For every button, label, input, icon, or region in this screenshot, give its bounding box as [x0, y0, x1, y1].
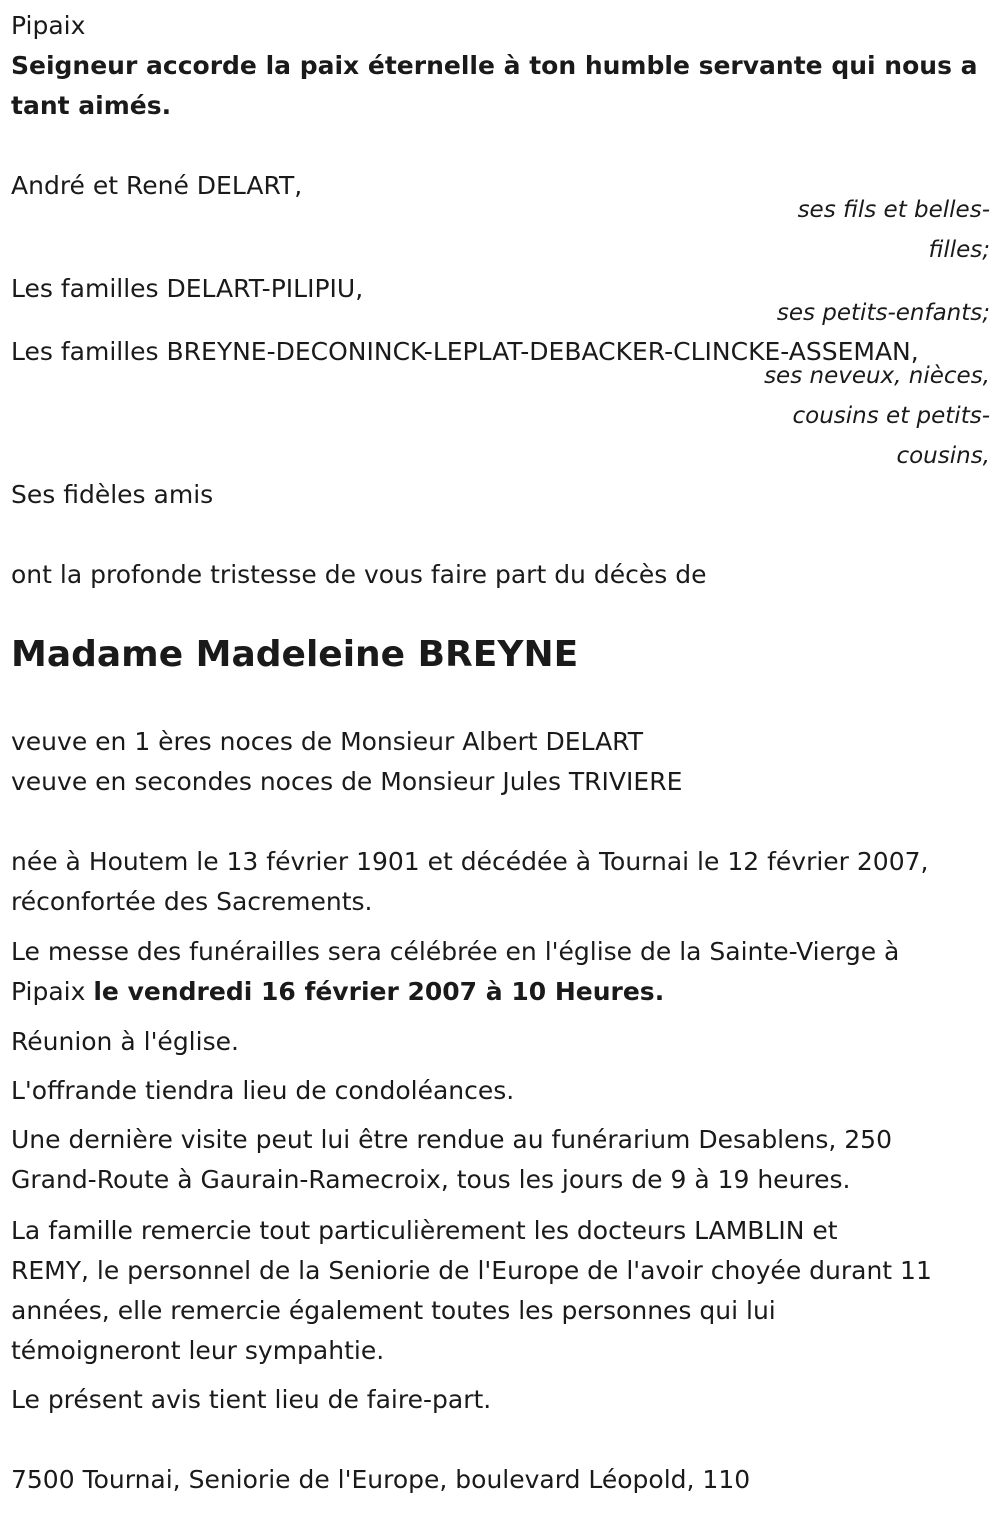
prayer: Seigneur accorde la paix éternelle à ton humble servante qui nous a tant aimés. [11, 51, 978, 120]
mourner-2-name: Les familles DELART-PILIPIU, [11, 274, 364, 303]
location: Pipaix [11, 11, 86, 40]
mourner-1-relation-1: ses fils et belles- [797, 197, 990, 223]
mourner-3-name: Les familles BREYNE-DECONINCK-LEPLAT-DEBACKER-CLINCKE-ASSEMAN, [11, 337, 919, 366]
birth-death: née à Houtem le 13 février 1901 et décédée à Tournai le 12 février 2007, [11, 847, 929, 876]
notice: Le présent avis tient lieu de faire-part. [11, 1385, 492, 1414]
thanks-line-3: années, elle remercie également toutes les personnes qui lui [11, 1296, 776, 1325]
thanks-line-1: La famille remercie tout particulièrement les docteurs LAMBLIN et [11, 1216, 838, 1245]
mourner-1-relation-2: filles; [928, 237, 990, 263]
mourner-4-name: Ses fidèles amis [11, 480, 214, 509]
mass-place: Pipaix [11, 977, 94, 1006]
widow-line-2: veuve en secondes noces de Monsieur Jules TRIVIERE [11, 767, 683, 796]
thanks-line-2: REMY, le personnel de la Seniorie de l'Europe de l'avoir choyée durant 11 [11, 1256, 932, 1285]
widow-line-1: veuve en 1 ères noces de Monsieur Albert DELART [11, 727, 643, 756]
visit-line-2: Grand-Route à Gaurain-Ramecroix, tous les jours de 9 à 19 heures. [11, 1165, 851, 1194]
mass-line-1: Le messe des funérailles sera célébrée en l'église de la Sainte-Vierge à [11, 937, 900, 966]
mourner-2-relation-1: ses petits-enfants; [776, 300, 990, 326]
visit-line-1: Une dernière visite peut lui être rendue au funérarium Desablens, 250 [11, 1125, 892, 1154]
mourner-3-relation-1: ses neveux, nièces, [764, 363, 990, 389]
offering: L'offrande tiendra lieu de condoléances. [11, 1076, 515, 1105]
address: 7500 Tournai, Seniorie de l'Europe, boulevard Léopold, 110 [11, 1465, 751, 1494]
mass-line-2 [11, 972, 664, 1012]
mass-date: le vendredi 16 février 2007 à 10 Heures. [93, 977, 665, 1006]
mourner-3-relation-2: cousins et petits- [792, 403, 990, 429]
mourner-1-name: André et René DELART, [11, 171, 303, 200]
mourner-3-relation-3: cousins, [896, 443, 990, 469]
thanks-line-4: témoigneront leur sympahtie. [11, 1336, 385, 1365]
meeting: Réunion à l'église. [11, 1027, 239, 1056]
sacraments: réconfortée des Sacrements. [11, 887, 373, 916]
announcement: ont la profonde tristesse de vous faire part du décès de [11, 560, 707, 589]
deceased-name: Madame Madeleine BREYNE [11, 634, 579, 675]
